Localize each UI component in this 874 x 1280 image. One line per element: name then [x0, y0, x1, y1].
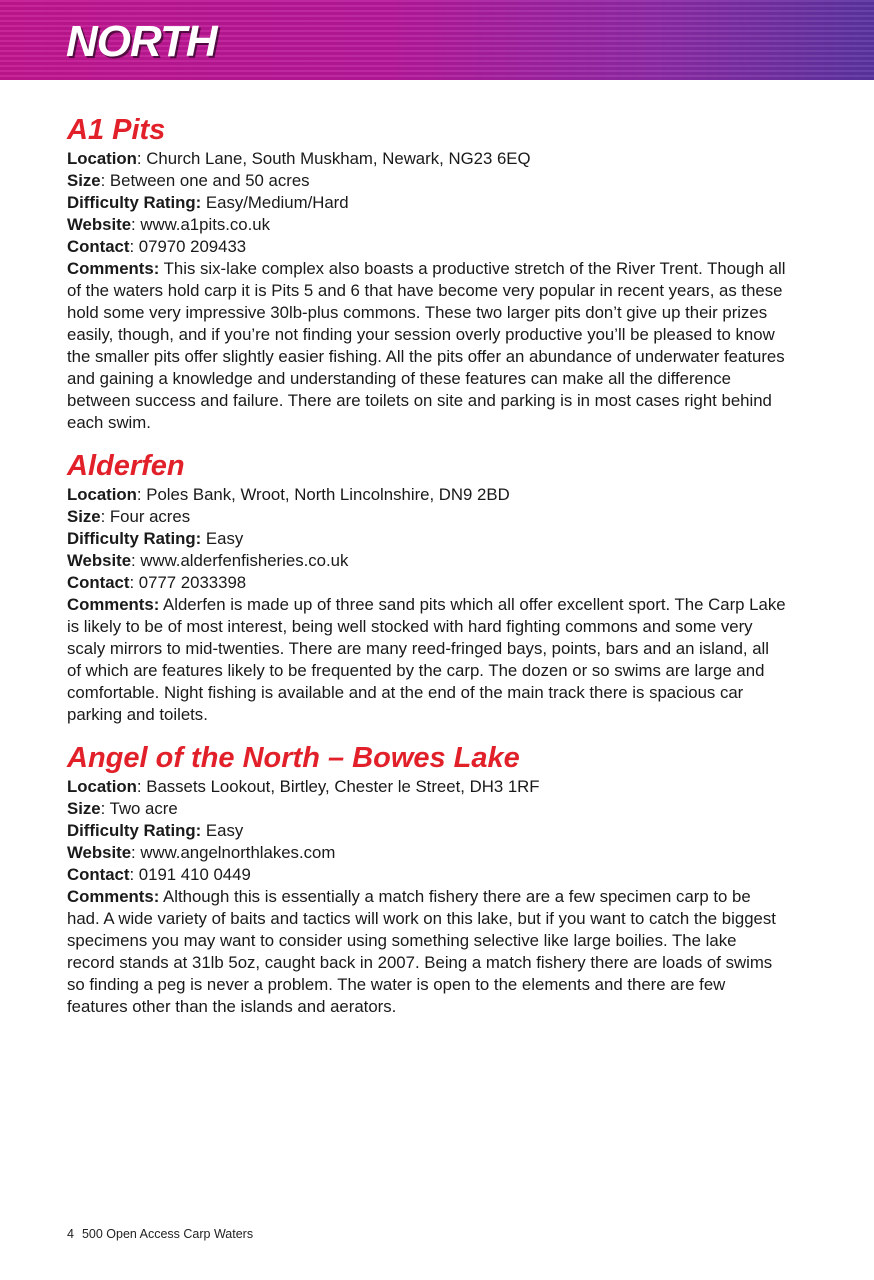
contact-label: Contact — [67, 573, 130, 592]
size-value: : Between one and 50 acres — [100, 171, 310, 190]
section-title: NORTH — [66, 17, 217, 66]
comments-field — [67, 886, 787, 1018]
page-footer — [67, 1226, 253, 1242]
location-label: Location — [67, 485, 137, 504]
size-value: : Four acres — [100, 507, 191, 526]
difficulty-field — [67, 528, 787, 550]
difficulty-field — [67, 820, 787, 842]
difficulty-value: Easy/Medium/Hard — [201, 193, 349, 212]
fishery-name: Alderfen — [67, 450, 185, 482]
location-label: Location — [67, 149, 137, 168]
contact-field — [67, 864, 787, 886]
difficulty-label: Difficulty Rating: — [67, 821, 202, 840]
size-label: Size — [67, 799, 101, 818]
contact-field — [67, 572, 787, 594]
website-label: Website — [67, 843, 132, 862]
page-number: 4 — [67, 1227, 74, 1241]
location-label: Location — [67, 777, 137, 796]
website-label: Website — [67, 551, 132, 570]
difficulty-value: Easy — [201, 821, 244, 840]
contact-label: Contact — [67, 865, 130, 884]
size-field — [67, 798, 787, 820]
website-field — [67, 550, 787, 572]
comments-field — [67, 594, 787, 726]
fishery-entry — [67, 448, 787, 726]
location-value: : Church Lane, South Muskham, Newark, NG23 6EQ — [136, 149, 531, 168]
size-label: Size — [67, 171, 101, 190]
contact-value: : 07970 209433 — [129, 237, 247, 256]
fishery-name: A1 Pits — [67, 114, 166, 146]
location-field — [67, 148, 787, 170]
difficulty-value: Easy — [201, 529, 244, 548]
size-label: Size — [67, 507, 101, 526]
website-value: : www.alderfenfisheries.co.uk — [131, 551, 349, 570]
publication-title: 500 Open Access Carp Waters — [81, 1227, 254, 1241]
website-value: : www.a1pits.co.uk — [131, 215, 271, 234]
location-field — [67, 776, 787, 798]
comments-value: Alderfen is made up of three sand pits which all offer excellent sport. The Carp Lake is likely to be of most interest, being well stocked with hard fighting commons and some very scaly mirrors to mid-twenties. There are many reed-fringed bays, points, bars and an island, all of which are features likely to be frequented by the carp. The dozen or so swims are large and comfortable. Night fishing is available and at the end of the main track there is spacious car parking and toilets. — [67, 595, 786, 724]
size-value: : Two acre — [100, 799, 178, 818]
section-header-band — [0, 0, 874, 80]
comments-value: Although this is essentially a match fishery there are a few specimen carp to be had. A wide variety of baits and tactics will work on this lake, but if you want to catch the biggest specimens you may want to consider using something selective like large boilies. The lake record stands at 31lb 5oz, caught back in 2007. Being a match fishery there are loads of swims so finding a peg is never a problem. The water is open to the elements and there are few features other than the islands and aerators. — [67, 887, 776, 1016]
fishery-entry — [67, 740, 787, 1018]
comments-label: Comments: — [67, 887, 160, 906]
comments-field — [67, 258, 787, 434]
website-value: : www.angelnorthlakes.com — [131, 843, 336, 862]
website-field — [67, 842, 787, 864]
website-label: Website — [67, 215, 132, 234]
location-field — [67, 484, 787, 506]
difficulty-label: Difficulty Rating: — [67, 193, 202, 212]
comments-value: This six-lake complex also boasts a productive stretch of the River Trent. Though all of the waters hold carp it is Pits 5 and 6 that have become very popular in recent years, as these hold some very impressive 30lb-plus commons. These two larger pits don’t give up their prizes easily, though, and if you’re not finding your session overly productive you’ll be pleased to know the smaller pits offer slightly easier fishing. All the pits offer an abundance of underwater features and gaining a knowledge and understanding of these features can make all the difference between success and failure. There are toilets on site and parking is in most cases right behind each swim. — [67, 259, 786, 432]
website-field — [67, 214, 787, 236]
size-field — [67, 170, 787, 192]
fishery-entry — [67, 112, 787, 434]
comments-label: Comments: — [67, 595, 160, 614]
comments-label: Comments: — [67, 259, 160, 278]
fishery-name: Angel of the North – Bowes Lake — [67, 742, 520, 774]
listing-content — [67, 112, 787, 1032]
location-value: : Poles Bank, Wroot, North Lincolnshire, DN9 2BD — [136, 485, 510, 504]
contact-value: : 0777 2033398 — [129, 573, 247, 592]
location-value: : Bassets Lookout, Birtley, Chester le Street, DH3 1RF — [136, 777, 540, 796]
contact-field — [67, 236, 787, 258]
contact-value: : 0191 410 0449 — [129, 865, 251, 884]
size-field — [67, 506, 787, 528]
contact-label: Contact — [67, 237, 130, 256]
difficulty-field — [67, 192, 787, 214]
difficulty-label: Difficulty Rating: — [67, 529, 202, 548]
